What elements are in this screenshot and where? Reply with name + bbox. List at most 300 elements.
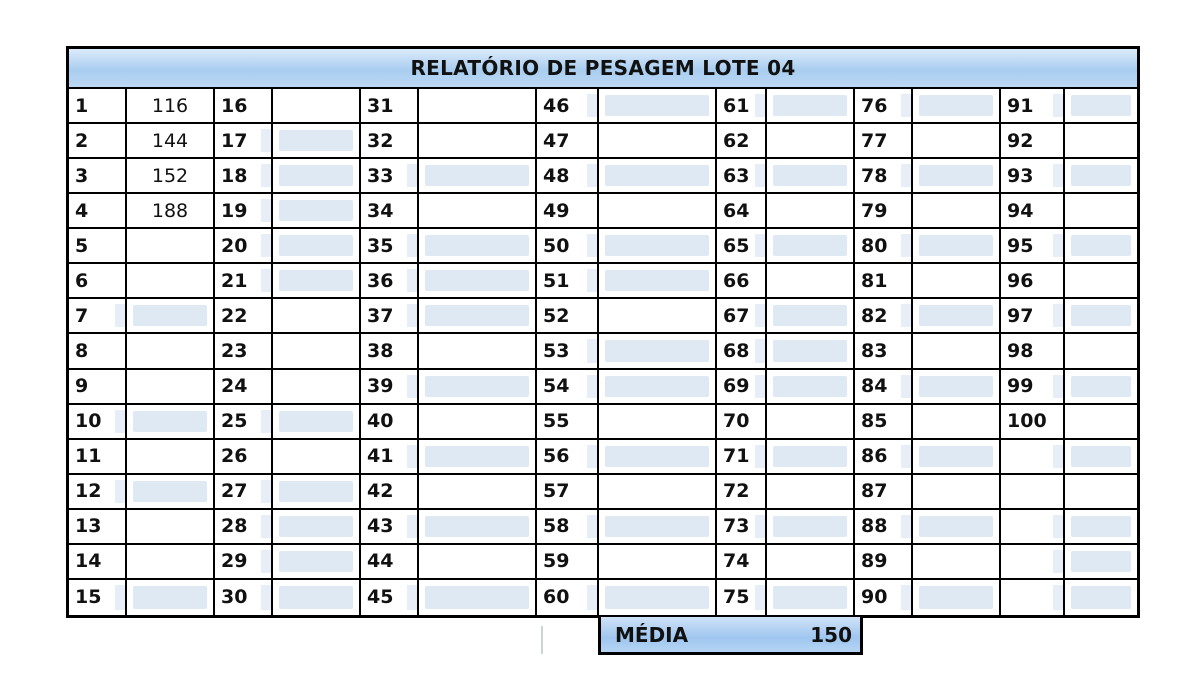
entry-number-cell	[537, 440, 599, 475]
entry-number-cell	[69, 545, 127, 580]
cell-shade	[773, 340, 847, 361]
cell-shade	[605, 165, 709, 186]
weight-value-cell	[127, 475, 215, 510]
cell-shade	[407, 375, 417, 398]
entry-number-cell	[69, 405, 127, 440]
entry-number-cell	[1001, 229, 1065, 264]
entry-number-cell	[855, 264, 913, 299]
weight-value-cell	[419, 475, 537, 510]
cell-shade	[587, 269, 597, 292]
entry-number-cell	[69, 194, 127, 229]
weight-value-cell	[599, 229, 717, 264]
entry-number-cell	[537, 159, 599, 194]
entry-number-cell	[215, 124, 273, 159]
entry-number-cell	[855, 405, 913, 440]
entry-number-cell	[361, 475, 419, 510]
entry-number-cell	[537, 580, 599, 615]
entry-number: 57	[543, 480, 570, 503]
entry-number: 97	[1007, 304, 1034, 327]
entry-number: 49	[543, 199, 570, 222]
entry-number-cell	[215, 510, 273, 545]
entry-number-cell	[537, 510, 599, 545]
cell-shade	[1071, 305, 1131, 326]
weight-value-cell	[1065, 510, 1137, 545]
cell-shade	[279, 551, 353, 572]
entry-number-cell	[717, 299, 767, 334]
entry-number-cell	[1001, 475, 1065, 510]
weight-value-cell	[127, 194, 215, 229]
weight-value: 116	[151, 94, 189, 117]
cell-shade	[279, 516, 353, 537]
weight-value-cell	[767, 334, 855, 369]
weight-value-cell	[599, 440, 717, 475]
report-title: RELATÓRIO DE PESAGEM LOTE 04	[410, 56, 796, 80]
weight-value-cell	[767, 405, 855, 440]
entry-number-cell	[1001, 440, 1065, 475]
cell-shade	[587, 375, 597, 398]
cell-shade	[1071, 586, 1131, 609]
entry-number-cell	[537, 370, 599, 405]
entry-number: 44	[367, 550, 394, 573]
weight-value-cell	[1065, 370, 1137, 405]
entry-number-cell	[69, 370, 127, 405]
entry-number: 3	[75, 164, 89, 187]
cell-shade	[261, 410, 271, 433]
cell-shade	[773, 446, 847, 467]
cell-shade	[279, 411, 353, 432]
entry-number-cell	[1001, 405, 1065, 440]
entry-number: 56	[543, 445, 570, 468]
entry-number: 39	[367, 375, 394, 398]
entry-number-cell	[855, 370, 913, 405]
entry-number: 78	[861, 164, 888, 187]
entry-number: 48	[543, 164, 570, 187]
weight-value-cell	[419, 124, 537, 159]
weight-value-cell	[913, 229, 1001, 264]
weight-value-cell	[273, 580, 361, 615]
cell-shade	[1053, 94, 1063, 117]
entry-number-cell	[855, 194, 913, 229]
cell-shade	[115, 410, 125, 433]
entry-number-cell	[537, 194, 599, 229]
entry-number-cell	[361, 194, 419, 229]
entry-number: 67	[723, 304, 750, 327]
entry-number-cell	[717, 89, 767, 124]
cell-shade	[133, 586, 207, 609]
cell-shade	[279, 481, 353, 502]
entry-number: 63	[723, 164, 750, 187]
entry-number-cell	[855, 124, 913, 159]
entry-number: 74	[723, 550, 750, 573]
entry-number-cell	[1001, 124, 1065, 159]
cell-shade	[261, 515, 271, 538]
weight-value-cell	[419, 229, 537, 264]
entry-number-cell	[717, 510, 767, 545]
cell-shade	[425, 305, 529, 326]
cell-shade	[1053, 234, 1063, 257]
cell-shade	[425, 516, 529, 537]
cell-shade	[407, 234, 417, 257]
weight-value-cell	[419, 299, 537, 334]
weight-value: 144	[151, 129, 189, 152]
cell-shade	[755, 375, 765, 398]
entry-number: 81	[861, 269, 888, 292]
entry-number: 90	[861, 586, 888, 609]
entry-number-cell	[717, 370, 767, 405]
cell-shade	[773, 516, 847, 537]
entry-number-cell	[215, 370, 273, 405]
entry-number: 93	[1007, 164, 1034, 187]
weight-value-cell	[767, 580, 855, 615]
weight-value-cell	[127, 545, 215, 580]
entry-number-cell	[1001, 580, 1065, 615]
entry-number: 41	[367, 445, 394, 468]
entry-number-cell	[855, 89, 913, 124]
entry-number: 38	[367, 339, 394, 362]
cell-shade	[773, 165, 847, 186]
entry-number-cell	[717, 440, 767, 475]
entry-number-cell	[1001, 545, 1065, 580]
weight-value-cell	[127, 440, 215, 475]
cell-shade	[773, 95, 847, 116]
entry-number: 55	[543, 410, 570, 433]
cell-shade	[115, 304, 125, 327]
entry-number-cell	[215, 194, 273, 229]
entry-number-cell	[361, 370, 419, 405]
cell-shade	[755, 94, 765, 117]
cell-shade	[587, 515, 597, 538]
entry-number: 10	[75, 410, 102, 433]
entry-number: 16	[221, 94, 248, 117]
weight-value-cell	[1065, 334, 1137, 369]
entry-number: 82	[861, 304, 888, 327]
entry-number: 7	[75, 304, 89, 327]
entry-number: 72	[723, 480, 750, 503]
cell-shade	[605, 95, 709, 116]
entry-number-cell	[361, 229, 419, 264]
entry-number: 53	[543, 339, 570, 362]
weight-value-cell	[273, 229, 361, 264]
entry-number: 21	[221, 269, 248, 292]
entry-number-cell	[717, 475, 767, 510]
cell-shade	[1071, 376, 1131, 397]
entry-number-cell	[69, 334, 127, 369]
entry-number-cell	[361, 440, 419, 475]
weight-value-cell	[599, 124, 717, 159]
cell-shade	[261, 164, 271, 187]
entry-number: 60	[543, 586, 570, 609]
entry-number-cell	[855, 510, 913, 545]
cell-shade	[919, 376, 993, 397]
cell-shade	[1053, 515, 1063, 538]
cell-shade	[407, 164, 417, 187]
entry-number-cell	[1001, 510, 1065, 545]
cell-shade	[261, 585, 271, 610]
entry-number-cell	[215, 405, 273, 440]
entry-number: 95	[1007, 234, 1034, 257]
entry-number: 2	[75, 129, 89, 152]
weight-value-cell	[419, 89, 537, 124]
weight-value-cell	[913, 124, 1001, 159]
entry-number: 32	[367, 129, 394, 152]
entry-number: 14	[75, 550, 102, 573]
cell-shade	[425, 235, 529, 256]
weight-value-cell	[127, 89, 215, 124]
entry-number: 23	[221, 339, 248, 362]
cell-shade	[605, 340, 709, 361]
entry-number: 98	[1007, 339, 1034, 362]
weight-value-cell	[127, 229, 215, 264]
weight-value-cell	[913, 545, 1001, 580]
entry-number-cell	[361, 299, 419, 334]
cell-shade	[605, 516, 709, 537]
weight-value-cell	[1065, 264, 1137, 299]
entry-number: 6	[75, 269, 89, 292]
weight-value-cell	[767, 229, 855, 264]
entry-number: 89	[861, 550, 888, 573]
entry-number: 69	[723, 375, 750, 398]
cell-shade	[1053, 550, 1063, 573]
entry-number: 99	[1007, 375, 1034, 398]
entry-number-cell	[69, 159, 127, 194]
entry-number: 1	[75, 94, 89, 117]
cell-shade	[407, 304, 417, 327]
weight-value-cell	[1065, 580, 1137, 615]
entry-number-cell	[69, 264, 127, 299]
cell-shade	[605, 235, 709, 256]
weight-value-cell	[127, 299, 215, 334]
entry-number-cell	[855, 440, 913, 475]
weight-value-cell	[1065, 405, 1137, 440]
entry-number: 15	[75, 586, 102, 609]
cell-shade	[133, 305, 207, 326]
weight-value-cell	[767, 194, 855, 229]
weight-value: 188	[151, 199, 189, 222]
entry-number-cell	[1001, 89, 1065, 124]
entry-number: 76	[861, 94, 888, 117]
entry-number: 92	[1007, 129, 1034, 152]
cell-shade	[115, 480, 125, 503]
entry-number: 36	[367, 269, 394, 292]
entry-number-cell	[361, 264, 419, 299]
cell-shade	[773, 305, 847, 326]
entry-number-cell	[69, 229, 127, 264]
entry-number: 79	[861, 199, 888, 222]
cell-shade	[279, 200, 353, 221]
weight-value-cell	[913, 159, 1001, 194]
entry-number-cell	[537, 334, 599, 369]
entry-number: 46	[543, 94, 570, 117]
entry-number-cell	[215, 545, 273, 580]
entry-number-cell	[855, 229, 913, 264]
entry-number-cell	[215, 159, 273, 194]
weight-value-cell	[273, 299, 361, 334]
entry-number-cell	[855, 475, 913, 510]
cell-shade	[279, 130, 353, 151]
weight-value-cell	[1065, 440, 1137, 475]
entry-number-cell	[1001, 159, 1065, 194]
entry-number: 13	[75, 515, 102, 538]
entry-number-cell	[361, 510, 419, 545]
entry-number: 85	[861, 410, 888, 433]
cell-shade	[901, 234, 911, 257]
cell-shade	[755, 585, 765, 610]
entry-number-cell	[69, 510, 127, 545]
cell-shade	[1053, 445, 1063, 468]
cell-shade	[755, 234, 765, 257]
entry-number: 91	[1007, 94, 1034, 117]
entry-number-cell	[537, 545, 599, 580]
entry-number: 40	[367, 410, 394, 433]
entry-number-cell	[69, 124, 127, 159]
weight-value: 152	[151, 164, 189, 187]
weight-value-cell	[419, 580, 537, 615]
cell-shade	[261, 269, 271, 292]
weight-value-cell	[1065, 194, 1137, 229]
entry-number-cell	[1001, 334, 1065, 369]
entry-number-cell	[215, 299, 273, 334]
cell-shade	[919, 235, 993, 256]
weight-value-cell	[599, 370, 717, 405]
entry-number: 34	[367, 199, 394, 222]
entry-number: 83	[861, 339, 888, 362]
cell-shade	[773, 376, 847, 397]
cell-shade	[407, 515, 417, 538]
entry-number-cell	[69, 580, 127, 615]
entry-number-cell	[537, 229, 599, 264]
entry-number-cell	[1001, 264, 1065, 299]
weight-value-cell	[419, 545, 537, 580]
cell-shade	[425, 586, 529, 609]
report-title-bar	[69, 49, 1137, 89]
cell-shade	[279, 165, 353, 186]
weight-value-cell	[599, 510, 717, 545]
cell-shade	[1071, 165, 1131, 186]
weight-value-cell	[599, 264, 717, 299]
weight-value-cell	[273, 440, 361, 475]
entry-number-cell	[215, 334, 273, 369]
entry-number: 4	[75, 199, 89, 222]
weight-value-cell	[419, 510, 537, 545]
cell-shade	[919, 165, 993, 186]
weight-value-cell	[1065, 299, 1137, 334]
weight-value-cell	[419, 370, 537, 405]
entry-number: 59	[543, 550, 570, 573]
entry-number-cell	[215, 580, 273, 615]
entry-number: 66	[723, 269, 750, 292]
average-label: MÉDIA	[615, 622, 689, 647]
entry-number: 94	[1007, 199, 1034, 222]
weight-value-cell	[273, 405, 361, 440]
entry-number: 28	[221, 515, 248, 538]
entry-number: 35	[367, 234, 394, 257]
entry-number: 73	[723, 515, 750, 538]
entry-number: 47	[543, 129, 570, 152]
weight-value-cell	[1065, 159, 1137, 194]
cell-shade	[605, 376, 709, 397]
weight-value-cell	[913, 194, 1001, 229]
weight-value-cell	[127, 580, 215, 615]
entry-number: 88	[861, 515, 888, 538]
weight-value-cell	[913, 334, 1001, 369]
cell-shade	[1053, 304, 1063, 327]
entry-number-cell	[1001, 370, 1065, 405]
entry-number: 26	[221, 445, 248, 468]
entry-number: 20	[221, 234, 248, 257]
entry-number-cell	[855, 580, 913, 615]
entry-number-cell	[537, 264, 599, 299]
cell-shade	[901, 164, 911, 187]
entry-number-cell	[717, 545, 767, 580]
entry-number: 68	[723, 339, 750, 362]
weight-value-cell	[913, 475, 1001, 510]
entry-number-cell	[717, 124, 767, 159]
entry-number-cell	[215, 89, 273, 124]
cell-shade	[755, 164, 765, 187]
cell-shade	[1053, 585, 1063, 610]
entry-number-cell	[537, 299, 599, 334]
entry-number: 30	[221, 586, 248, 609]
entry-number: 77	[861, 129, 888, 152]
weight-value-cell	[273, 334, 361, 369]
entry-number: 65	[723, 234, 750, 257]
entry-number-cell	[361, 334, 419, 369]
weight-value-cell	[1065, 89, 1137, 124]
cell-shade	[587, 445, 597, 468]
entry-number: 84	[861, 375, 888, 398]
cell-shade	[1071, 235, 1131, 256]
cell-shade	[279, 586, 353, 609]
entry-number-cell	[69, 89, 127, 124]
entry-number-cell	[69, 299, 127, 334]
entry-number: 64	[723, 199, 750, 222]
entry-number: 54	[543, 375, 570, 398]
cell-shade	[605, 270, 709, 291]
weight-value-cell	[419, 159, 537, 194]
cell-shade	[261, 199, 271, 222]
cell-shade	[407, 585, 417, 610]
entry-number-cell	[717, 194, 767, 229]
cell-shade	[605, 586, 709, 609]
entry-number-cell	[361, 405, 419, 440]
cell-shade	[279, 270, 353, 291]
weight-value-cell	[273, 510, 361, 545]
cell-shade	[919, 586, 993, 609]
weight-value-cell	[599, 299, 717, 334]
weight-value-cell	[1065, 229, 1137, 264]
cell-shade	[587, 339, 597, 362]
weight-value-cell	[419, 264, 537, 299]
cell-shade	[1071, 516, 1131, 537]
entry-number: 43	[367, 515, 394, 538]
entry-number: 61	[723, 94, 750, 117]
cell-shade	[901, 445, 911, 468]
weight-value-cell	[767, 510, 855, 545]
cell-shade	[425, 165, 529, 186]
cell-shade	[755, 445, 765, 468]
cell-shade	[901, 94, 911, 117]
cell-shade	[587, 585, 597, 610]
entry-number: 27	[221, 480, 248, 503]
cell-shade	[773, 586, 847, 609]
weighing-report-table	[66, 46, 1140, 618]
entry-number: 37	[367, 304, 394, 327]
weight-value-cell	[767, 89, 855, 124]
weight-value-cell	[599, 194, 717, 229]
weight-value-cell	[913, 510, 1001, 545]
weight-value-cell	[127, 370, 215, 405]
weight-value-cell	[599, 580, 717, 615]
